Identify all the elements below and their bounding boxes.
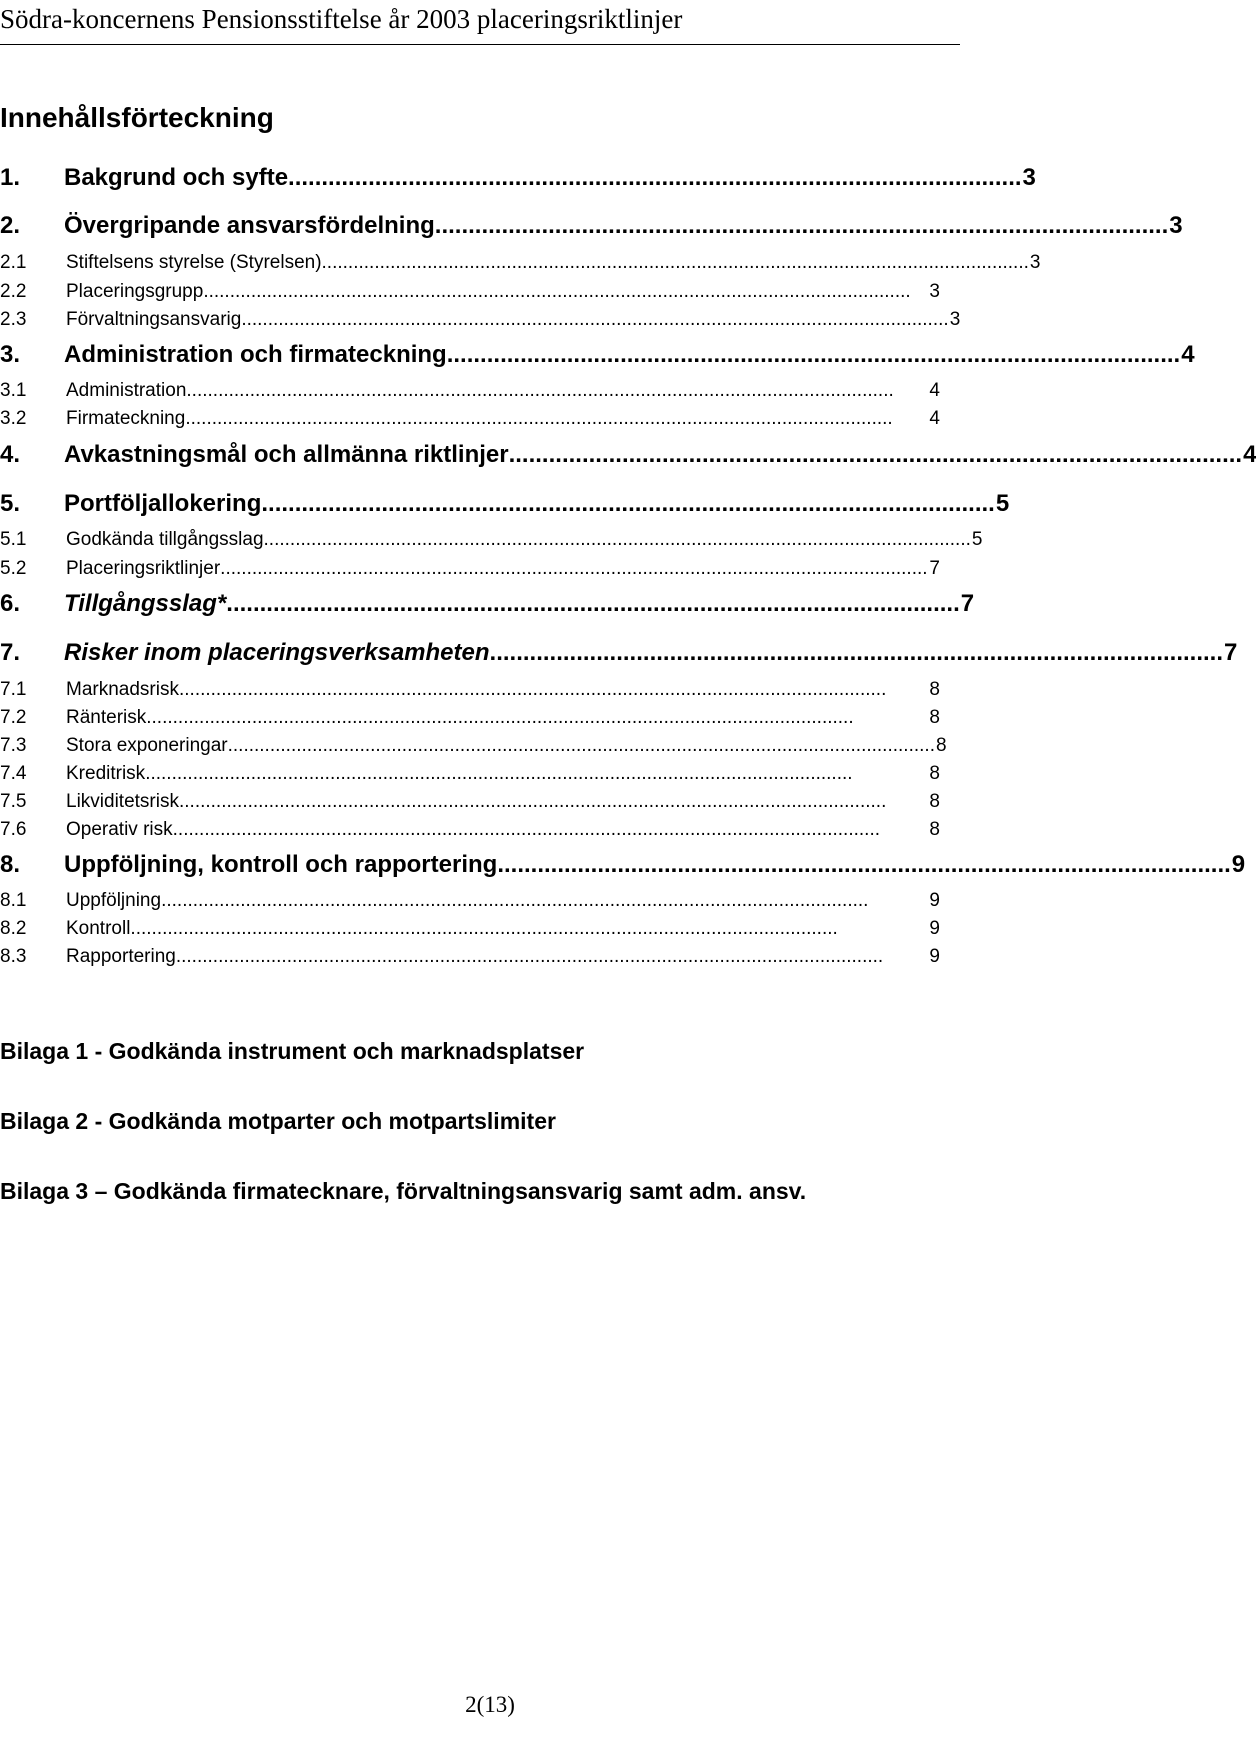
toc-entry-7-5[interactable] bbox=[0, 791, 940, 813]
toc-entry-label: Risker inom placeringsverksamheten bbox=[64, 639, 490, 666]
header-divider bbox=[0, 44, 960, 45]
toc-entry-label: Kontroll bbox=[66, 918, 131, 939]
toc-entry-label: Stiftelsens styrelse (Styrelsen) bbox=[66, 252, 322, 273]
toc-entry-2-2[interactable] bbox=[0, 281, 940, 303]
toc-entry-number: 3. bbox=[0, 341, 21, 368]
toc-entry-7-3[interactable] bbox=[0, 735, 947, 757]
toc-entry-label: Administration bbox=[66, 380, 187, 401]
toc-entry-number: 1. bbox=[0, 164, 21, 191]
toc-entry-label: Tillgångsslag* bbox=[64, 590, 227, 617]
toc-heading: Innehållsförteckning bbox=[0, 102, 274, 133]
toc-entry-label: Placeringsriktlinjer bbox=[66, 558, 221, 579]
toc-entry-number: 7.5 bbox=[0, 791, 27, 812]
toc-entry-page: 3 bbox=[949, 309, 961, 330]
toc-leader-dots: ...................................................................................................................................... bbox=[161, 890, 869, 911]
toc-entry-page: 8 bbox=[929, 791, 940, 812]
toc-leader-dots: ...................................................................................................................................... bbox=[220, 558, 928, 579]
toc-entry-label: Likviditetsrisk bbox=[66, 791, 179, 812]
toc-entry-number: 8.2 bbox=[0, 918, 27, 939]
toc-entry-page: 8 bbox=[929, 679, 940, 700]
toc-leader-dots: ...................................................................................................................................... bbox=[178, 679, 887, 700]
toc-entry-6[interactable] bbox=[0, 590, 975, 618]
toc-entry-number: 2.3 bbox=[0, 309, 27, 330]
toc-entry-label: Portföljallokering bbox=[64, 490, 262, 517]
toc-entry-7-1[interactable] bbox=[0, 679, 940, 701]
toc-entry-label: Firmateckning bbox=[66, 408, 186, 429]
toc-entry-7-6[interactable] bbox=[0, 819, 940, 841]
toc-leader-dots: ...................................................................................................................................... bbox=[130, 918, 838, 939]
toc-entry-2-3[interactable] bbox=[0, 309, 961, 331]
toc-entry-1[interactable] bbox=[0, 164, 1036, 192]
toc-entry-label: Operativ risk bbox=[66, 819, 173, 840]
toc-entry-5-2[interactable] bbox=[0, 558, 940, 580]
toc-entry-number: 8.1 bbox=[0, 890, 27, 911]
toc-entry-label: Stora exponeringar bbox=[66, 735, 228, 756]
toc-entry-page: 9 bbox=[1231, 851, 1246, 878]
toc-entry-page: 9 bbox=[929, 890, 940, 911]
toc-entry-label: Övergripande ansvarsfördelning bbox=[64, 212, 435, 239]
toc-entry-page: 7 bbox=[929, 558, 940, 579]
toc-entry-page: 9 bbox=[929, 946, 940, 967]
toc-entry-number: 7. bbox=[0, 639, 21, 666]
toc-entry-number: 7.1 bbox=[0, 679, 27, 700]
toc-entry-page: 7 bbox=[960, 590, 975, 617]
toc-leader-dots: ...................................................................................................................................... bbox=[321, 252, 1029, 273]
toc-leader-dots: .............................................................................................................. bbox=[288, 164, 1022, 191]
toc-leader-dots: .............................................................................................................. bbox=[434, 212, 1169, 239]
appendix-2: Bilaga 2 - Godkända motparter och motpartslimiter bbox=[0, 1108, 556, 1134]
toc-entry-label: Marknadsrisk bbox=[66, 679, 179, 700]
toc-entry-number: 5.1 bbox=[0, 529, 27, 550]
toc-entry-8-1[interactable] bbox=[0, 890, 940, 912]
toc-entry-page: 8 bbox=[929, 763, 940, 784]
toc-leader-dots: .............................................................................................................. bbox=[226, 590, 960, 617]
toc-entry-number: 3.2 bbox=[0, 408, 27, 429]
toc-entry-2-1[interactable] bbox=[0, 252, 1041, 274]
toc-entry-5-1[interactable] bbox=[0, 529, 983, 551]
toc-entry-7[interactable] bbox=[0, 639, 1238, 667]
toc-entry-page: 4 bbox=[1243, 441, 1256, 468]
toc-entry-5[interactable] bbox=[0, 490, 1010, 518]
toc-entry-page: 3 bbox=[1169, 212, 1183, 239]
toc-entry-label: Förvaltningsansvarig bbox=[66, 309, 242, 330]
toc-entry-label: Avkastningsmål och allmänna riktlinjer bbox=[64, 441, 509, 468]
toc-entry-page: 3 bbox=[1029, 252, 1041, 273]
toc-entry-number: 2.1 bbox=[0, 252, 27, 273]
toc-entry-page: 8 bbox=[929, 819, 940, 840]
running-header: Södra-koncernens Pensionsstiftelse år 2003 placeringsriktlinjer bbox=[0, 4, 683, 34]
toc-entry-label: Uppföljning bbox=[66, 890, 162, 911]
toc-leader-dots: ...................................................................................................................................... bbox=[241, 309, 949, 330]
toc-entry-7-4[interactable] bbox=[0, 763, 940, 785]
toc-entry-label: Rapportering bbox=[66, 946, 176, 967]
toc-entry-number: 4. bbox=[0, 441, 21, 468]
toc-entry-number: 2.2 bbox=[0, 281, 27, 302]
toc-leader-dots: .............................................................................................................. bbox=[497, 851, 1231, 878]
toc-leader-dots: .............................................................................................................. bbox=[489, 639, 1224, 666]
toc-entry-page: 3 bbox=[1022, 164, 1036, 191]
toc-leader-dots: ...................................................................................................................................... bbox=[263, 529, 971, 550]
toc-leader-dots: ...................................................................................................................................... bbox=[145, 763, 853, 784]
toc-leader-dots: ...................................................................................................................................... bbox=[203, 281, 911, 302]
toc-entry-label: Placeringsgrupp bbox=[66, 281, 204, 302]
toc-entry-label: Uppföljning, kontroll och rapportering bbox=[64, 851, 498, 878]
toc-entry-number: 7.2 bbox=[0, 707, 27, 728]
toc-entry-page: 8 bbox=[935, 735, 947, 756]
toc-entry-page: 7 bbox=[1224, 639, 1238, 666]
toc-entry-page: 3 bbox=[929, 281, 940, 302]
page-number: 2(13) bbox=[465, 1692, 515, 1717]
toc-entry-3[interactable] bbox=[0, 341, 1195, 369]
toc-entry-number: 7.4 bbox=[0, 763, 27, 784]
toc-entry-number: 6. bbox=[0, 590, 21, 617]
toc-entry-label: Kreditrisk bbox=[66, 763, 146, 784]
toc-entry-number: 2. bbox=[0, 212, 21, 239]
toc-entry-7-2[interactable] bbox=[0, 707, 940, 729]
toc-entry-page: 5 bbox=[971, 529, 983, 550]
toc-entry-number: 7.3 bbox=[0, 735, 27, 756]
toc-entry-8-2[interactable] bbox=[0, 918, 940, 940]
toc-leader-dots: ...................................................................................................................................... bbox=[175, 946, 884, 967]
toc-leader-dots: ...................................................................................................................................... bbox=[186, 380, 894, 401]
toc-leader-dots: ...................................................................................................................................... bbox=[227, 735, 935, 756]
toc-entry-number: 3.1 bbox=[0, 380, 27, 401]
toc-entry-number: 5. bbox=[0, 490, 21, 517]
toc-entry-number: 8.3 bbox=[0, 946, 27, 967]
toc-leader-dots: ...................................................................................................................................... bbox=[178, 791, 887, 812]
toc-entry-page: 8 bbox=[929, 707, 940, 728]
toc-entry-label: Administration och firmateckning bbox=[64, 341, 447, 368]
toc-entry-page: 4 bbox=[1181, 341, 1195, 368]
toc-entry-label: Godkända tillgångsslag bbox=[66, 529, 264, 550]
toc-entry-page: 9 bbox=[929, 918, 940, 939]
toc-entry-page: 5 bbox=[995, 490, 1010, 517]
toc-entry-3-2[interactable] bbox=[0, 408, 940, 430]
toc-leader-dots: ...................................................................................................................................... bbox=[185, 408, 893, 429]
toc-leader-dots: .............................................................................................................. bbox=[261, 490, 995, 517]
toc-entry-label: Ränterisk bbox=[66, 707, 147, 728]
toc-entry-number: 5.2 bbox=[0, 558, 27, 579]
toc-leader-dots: ...................................................................................................................................... bbox=[146, 707, 854, 728]
toc-leader-dots: ...................................................................................................................................... bbox=[172, 819, 881, 840]
page-footer bbox=[0, 1692, 960, 1718]
toc-entry-8[interactable] bbox=[0, 851, 1246, 879]
toc-entry-4[interactable] bbox=[0, 441, 1256, 469]
toc-entry-page: 4 bbox=[929, 408, 940, 429]
appendix-1: Bilaga 1 - Godkända instrument och marknadsplatser bbox=[0, 1038, 585, 1064]
toc-entry-number: 7.6 bbox=[0, 819, 27, 840]
toc-entry-3-1[interactable] bbox=[0, 380, 940, 402]
toc-entry-2[interactable] bbox=[0, 212, 1183, 240]
toc-entry-8-3[interactable] bbox=[0, 946, 940, 968]
toc-leader-dots: .............................................................................................................. bbox=[508, 441, 1243, 468]
appendix-3: Bilaga 3 – Godkända firmatecknare, förvaltningsansvarig samt adm. ansv. bbox=[0, 1178, 807, 1204]
toc-entry-page: 4 bbox=[929, 380, 940, 401]
toc-leader-dots: .............................................................................................................. bbox=[446, 341, 1181, 368]
toc-entry-number: 8. bbox=[0, 851, 21, 878]
toc-entry-label: Bakgrund och syfte bbox=[64, 164, 289, 191]
